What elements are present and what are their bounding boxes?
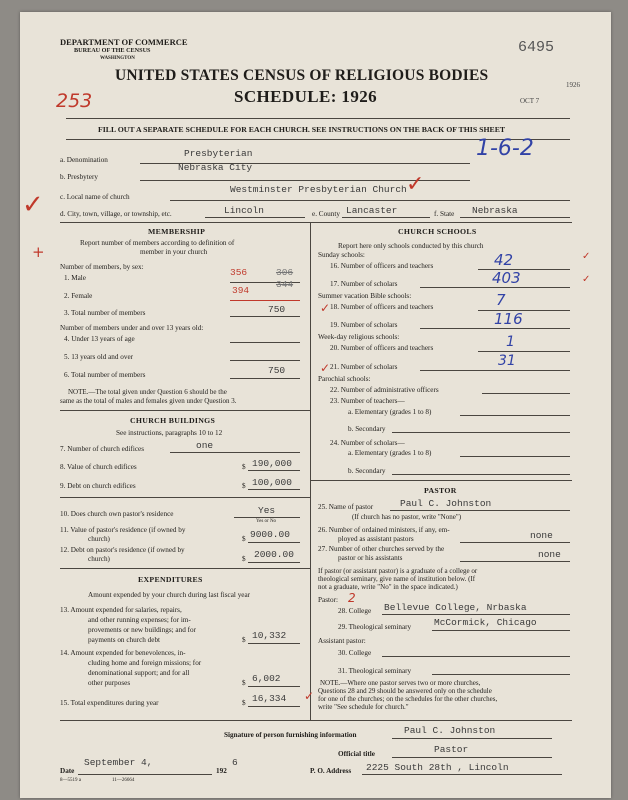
form-title: UNITED STATES CENSUS OF RELIGIOUS BODIES (115, 67, 489, 84)
check-mark-icon: ✓ (320, 361, 331, 375)
q23-label: 23. Number of teachers— (330, 397, 405, 405)
q7-label: 7. Number of church edifices (60, 445, 145, 453)
q13-label-3: provements or new buildings; and for (88, 626, 196, 634)
q3-value: 750 (268, 304, 286, 315)
q1-old-value-2: 344 (276, 279, 294, 290)
schools-heading: CHURCH SCHOOLS (398, 227, 477, 236)
pastor-note-3: for one of the churches; on the schedules for the other churches, (318, 695, 498, 703)
q15-label: 15. Total expenditures during year (60, 699, 159, 707)
q19-label: 19. Number of scholars (330, 321, 398, 329)
signature-value: Paul C. Johnston (404, 725, 496, 736)
q26-label-1: 26. Number of ordained ministers, if any, em- (318, 526, 450, 534)
q27-label-1: 27. Number of other churches served by the (318, 545, 445, 553)
q2-label: 2. Female (64, 292, 93, 300)
grad-note-1: If pastor (or assistant pastor) is a graduate of a college or (318, 567, 478, 575)
form-number: 8—5519 a (60, 778, 81, 783)
q8-label: 8. Value of church edifices (60, 463, 137, 471)
q28-label: 28. College (338, 607, 372, 615)
denomination-value: Presbyterian (184, 148, 253, 159)
membership-intro-1: Report number of members according to definition of (80, 239, 235, 247)
q14-value: 6,002 (252, 673, 281, 684)
q16-label: 16. Number of officers and teachers (330, 262, 434, 270)
expenditures-sub: Amount expended by your church during last fiscal year (88, 591, 251, 599)
dept-name: DEPARTMENT OF COMMERCE (60, 37, 188, 47)
check-mark-icon: ✓ (304, 689, 315, 703)
date-value: September 4, (84, 757, 153, 768)
instruction-line: FILL OUT A SEPARATE SCHEDULE FOR EACH CHURCH. SEE INSTRUCTIONS ON THE BACK OF THIS SHEET (98, 125, 506, 134)
check-mark-icon: ✓ (406, 172, 425, 197)
expenditures-heading: EXPENDITURES (138, 575, 203, 584)
pastor-note-4: write "See schedule for church." (318, 703, 409, 711)
year-prefix: 192 (216, 767, 227, 775)
q10-value: Yes (258, 505, 276, 516)
address-label: P. O. Address (310, 767, 352, 775)
grad-note-3: not a graduate, write "No" in the space indicated.) (318, 583, 458, 591)
q16-value: 42 (494, 251, 514, 269)
q17-label: 17. Number of scholars (330, 280, 398, 288)
q18-label: 18. Number of officers and teachers (330, 303, 434, 311)
q17-value: 403 (492, 269, 521, 287)
q10-label: 10. Does church own pastor's residence (60, 510, 174, 518)
check-mark-icon: ✓ (582, 274, 591, 285)
q2-value: 394 (232, 285, 250, 296)
q24a-label: a. Elementary (grades 1 to 8) (348, 449, 432, 457)
bureau-name: BUREAU OF THE CENSUS (74, 47, 151, 54)
q14-label-4: other purposes (88, 679, 131, 687)
q23b-label: b. Secondary (348, 425, 386, 433)
pastor-mark: 2 (348, 591, 356, 605)
city-label: d. City, town, village, or township, etc. (60, 210, 172, 218)
bureau-city: WASHINGTON (100, 56, 135, 61)
margin-check-icon: ✓ (22, 190, 44, 220)
dollar-sign: $ (242, 463, 246, 471)
q10-hint: Yes or No (256, 519, 277, 524)
q26-label-2: ployed as assistant pastors (338, 535, 414, 543)
membership-intro-2: member in your church (140, 248, 208, 256)
q21-value: 31 (498, 353, 516, 369)
by-sex-label: Number of members, by sex: (60, 263, 144, 271)
buildings-heading: CHURCH BUILDINGS (130, 416, 216, 425)
q27-value: none (538, 549, 561, 560)
year-value: 6 (232, 757, 238, 768)
q25-value: Paul C. Johnston (400, 498, 492, 509)
pastor-label: Pastor: (318, 596, 338, 604)
q13-label-2: and other running expenses; for im- (88, 616, 191, 624)
q6-label: 6. Total number of members (64, 371, 146, 379)
address-value: 2225 South 28th , Lincoln (366, 762, 509, 773)
check-mark-icon: ✓ (582, 251, 591, 262)
q15-value: 16,334 (252, 693, 287, 704)
q1-label: 1. Male (64, 274, 86, 282)
assistant-label: Assistant pastor: (318, 637, 366, 645)
q4-label: 4. Under 13 years of age (64, 335, 135, 343)
census-schedule-sheet (20, 12, 611, 798)
q13-label-1: 13. Amount expended for salaries, repairs, (60, 606, 182, 614)
dollar-sign: $ (242, 482, 246, 490)
check-mark-icon: ✓ (320, 301, 331, 315)
state-label: f. State (434, 210, 455, 218)
official-title-value: Pastor (434, 744, 469, 755)
official-title-label: Official title (338, 750, 375, 758)
membership-note-1: NOTE.—The total given under Question 6 should be the (68, 388, 227, 396)
stamp-number: 6495 (518, 39, 555, 56)
print-number: 11—26664 (112, 778, 135, 783)
state-value: Nebraska (472, 205, 518, 216)
pastor-note-1: NOTE.—Where one pastor serves two or more churches, (320, 679, 481, 687)
handwritten-number: 253 (56, 90, 93, 112)
date-label: Date (60, 767, 75, 775)
q23a-label: a. Elementary (grades 1 to 8) (348, 408, 432, 416)
q22-label: 22. Number of administrative officers (330, 386, 439, 394)
sunday-label: Sunday schools: (318, 251, 365, 259)
q5-label: 5. 13 years old and over (64, 353, 134, 361)
q18-value: 7 (496, 291, 506, 309)
q14-label-1: 14. Amount expended for benevolences, in- (60, 649, 186, 657)
pastor-note-2: Questions 28 and 29 should be answered only on the schedule (318, 687, 492, 695)
weekday-label: Week-day religious schools: (318, 333, 400, 341)
stamp-year: 1926 (566, 81, 580, 89)
q11-value: 9000.00 (250, 529, 290, 540)
q12-label-2: church) (88, 555, 110, 563)
dollar-sign: $ (242, 679, 246, 687)
stamp-date: OCT 7 (520, 97, 540, 105)
q30-label: 30. College (338, 649, 372, 657)
q28-value: Bellevue College, Nrbaska (384, 602, 527, 613)
q12-label-1: 12. Debt on pastor's residence (if owned by (60, 546, 185, 554)
q20-label: 20. Number of officers and teachers (330, 344, 434, 352)
q1-value: 356 (230, 267, 248, 278)
q13-label-4: payments on church debt (88, 636, 161, 644)
q24-label: 24. Number of scholars— (330, 439, 405, 447)
q6-value: 750 (268, 365, 286, 376)
buildings-sub: See instructions, paragraphs 10 to 12 (116, 429, 223, 437)
q14-label-3: denominational support; and for all (88, 669, 190, 677)
q25-hint: (If church has no pastor, write "None") (352, 513, 462, 521)
pastor-heading: PASTOR (424, 486, 457, 495)
q25-label: 25. Name of pastor (318, 503, 374, 511)
by-age-label: Number of members under and over 13 years old: (60, 324, 204, 332)
q12-value: 2000.00 (254, 549, 294, 560)
denomination-label: a. Denomination (60, 156, 108, 164)
q31-label: 31. Theological seminary (338, 667, 412, 675)
presbytery-label: b. Presbytery (60, 173, 98, 181)
county-value: Lancaster (346, 205, 398, 216)
membership-heading: MEMBERSHIP (148, 227, 206, 236)
church-name-value: Westminster Presbyterian Church (230, 184, 407, 195)
q14-label-2: cluding home and foreign missions; for (88, 659, 202, 667)
q26-value: none (530, 530, 553, 541)
grad-note-2: theological seminary, give name of institution below. (If (318, 575, 476, 583)
q3-label: 3. Total number of members (64, 309, 146, 317)
dollar-sign: $ (242, 636, 246, 644)
q19-value: 116 (494, 310, 523, 328)
schools-intro: Report here only schools conducted by this church (338, 242, 484, 250)
q8-value: 190,000 (252, 458, 292, 469)
city-value: Lincoln (224, 205, 264, 216)
q13-value: 10,332 (252, 630, 287, 641)
q21-label: 21. Number of scholars (330, 363, 398, 371)
q9-value: 100,000 (252, 477, 292, 488)
q11-label-1: 11. Value of pastor's residence (if owned by (60, 526, 186, 534)
dollar-sign: $ (242, 699, 246, 707)
q7-value: one (196, 440, 214, 451)
q20-value: 1 (506, 334, 515, 350)
presbytery-value: Nebraska City (178, 162, 253, 173)
q27-label-2: pastor or his assistants (338, 554, 403, 562)
plus-mark-icon: + (32, 243, 45, 261)
q1-old-value: 306 (276, 267, 294, 278)
membership-note-2: same as the total of males and females given under Question 3. (60, 397, 237, 405)
q9-label: 9. Debt on church edifices (60, 482, 136, 490)
church-name-label: c. Local name of church (60, 193, 130, 201)
handwritten-code: 1-6-2 (476, 136, 534, 161)
parochial-label: Parochial schools: (318, 375, 371, 383)
schedule-title: SCHEDULE: 1926 (234, 87, 378, 106)
summer-label: Summer vacation Bible schools: (318, 292, 412, 300)
q24b-label: b. Secondary (348, 467, 386, 475)
signature-label: Signature of person furnishing information (224, 731, 357, 739)
dollar-sign: $ (242, 535, 246, 543)
q11-label-2: church) (88, 535, 110, 543)
q29-value: McCormick, Chicago (434, 617, 537, 628)
county-label: e. County (312, 210, 340, 218)
q29-label: 29. Theological seminary (338, 623, 412, 631)
dollar-sign: $ (242, 555, 246, 563)
